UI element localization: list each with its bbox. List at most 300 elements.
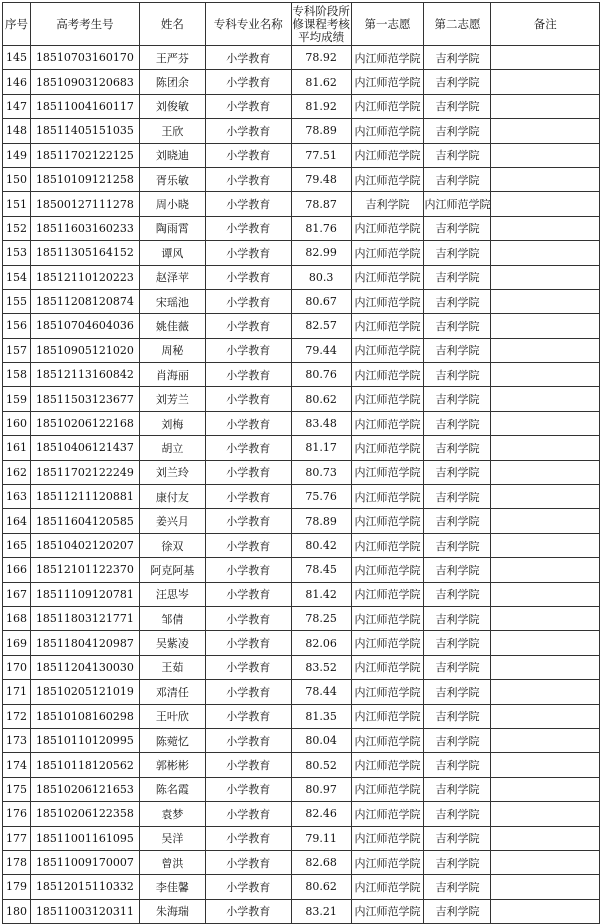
cell-name: 王叶欣: [139, 704, 205, 728]
cell-seq: 175: [3, 777, 31, 801]
cell-choice1: 内江师范学院: [351, 533, 424, 557]
cell-seq: 168: [3, 606, 31, 630]
cell-name: 朱海瑞: [139, 899, 205, 923]
cell-major: 小学教育: [205, 875, 291, 899]
table-row: [3, 753, 600, 777]
cell-exam-no: 18500127111278: [30, 192, 139, 216]
cell-exam-no: 18511503123677: [30, 387, 139, 411]
cell-choice2: 吉利学院: [424, 509, 491, 533]
cell-name: 陈团余: [139, 70, 205, 94]
cell-choice1: 内江师范学院: [351, 582, 424, 606]
cell-exam-no: 18511603160233: [30, 216, 139, 240]
table-row: [3, 436, 600, 460]
cell-exam-no: 18510118120562: [30, 753, 139, 777]
header-score-line-1: 专科阶段所: [292, 3, 350, 18]
cell-major: 小学教育: [205, 704, 291, 728]
cell-exam-no: 18511702122125: [30, 143, 139, 167]
cell-seq: 154: [3, 265, 31, 289]
cell-choice1: 内江师范学院: [351, 850, 424, 874]
cell-score: 78.44: [291, 680, 351, 704]
cell-choice1: 吉利学院: [351, 192, 424, 216]
cell-score: 79.44: [291, 338, 351, 362]
cell-remark: [491, 460, 600, 484]
cell-major: 小学教育: [205, 509, 291, 533]
cell-choice2: 吉利学院: [424, 728, 491, 752]
cell-remark: [491, 753, 600, 777]
table-row: [3, 338, 600, 362]
cell-major: 小学教育: [205, 94, 291, 118]
cell-seq: 156: [3, 314, 31, 338]
header-remark: 备注: [491, 3, 600, 46]
cell-major: 小学教育: [205, 314, 291, 338]
cell-remark: [491, 436, 600, 460]
table-row: [3, 289, 600, 313]
cell-remark: [491, 558, 600, 582]
cell-score: 78.87: [291, 192, 351, 216]
cell-name: 谭风: [139, 241, 205, 265]
table-body: [3, 46, 600, 924]
cell-seq: 162: [3, 460, 31, 484]
cell-choice2: 吉利学院: [424, 753, 491, 777]
cell-score: 78.25: [291, 606, 351, 630]
cell-choice2: 吉利学院: [424, 216, 491, 240]
cell-choice2: 吉利学院: [424, 582, 491, 606]
table-row: [3, 46, 600, 70]
cell-choice2: 吉利学院: [424, 655, 491, 679]
cell-major: 小学教育: [205, 533, 291, 557]
cell-major: 小学教育: [205, 241, 291, 265]
cell-score: 81.62: [291, 70, 351, 94]
cell-exam-no: 18510108160298: [30, 704, 139, 728]
cell-choice2: 吉利学院: [424, 875, 491, 899]
table-row: [3, 241, 600, 265]
cell-score: 80.04: [291, 728, 351, 752]
cell-choice2: 吉利学院: [424, 411, 491, 435]
cell-name: 周秘: [139, 338, 205, 362]
header-major: 专科专业名称: [205, 3, 291, 46]
cell-choice1: 内江师范学院: [351, 289, 424, 313]
cell-exam-no: 18510402120207: [30, 533, 139, 557]
table-row: [3, 265, 600, 289]
table-row: [3, 363, 600, 387]
cell-major: 小学教育: [205, 411, 291, 435]
cell-choice1: 内江师范学院: [351, 265, 424, 289]
cell-name: 王欣: [139, 119, 205, 143]
cell-seq: 152: [3, 216, 31, 240]
cell-seq: 159: [3, 387, 31, 411]
cell-choice2: 吉利学院: [424, 314, 491, 338]
cell-remark: [491, 509, 600, 533]
cell-score: 80.62: [291, 875, 351, 899]
table-row: [3, 192, 600, 216]
cell-remark: [491, 363, 600, 387]
cell-choice1: 内江师范学院: [351, 655, 424, 679]
cell-exam-no: 18510704604036: [30, 314, 139, 338]
cell-seq: 149: [3, 143, 31, 167]
cell-seq: 172: [3, 704, 31, 728]
cell-seq: 157: [3, 338, 31, 362]
table-row: [3, 119, 600, 143]
cell-score: 82.06: [291, 631, 351, 655]
cell-name: 刘俊敏: [139, 94, 205, 118]
cell-major: 小学教育: [205, 655, 291, 679]
cell-major: 小学教育: [205, 899, 291, 923]
cell-score: 82.46: [291, 802, 351, 826]
cell-choice1: 内江师范学院: [351, 826, 424, 850]
cell-choice2: 吉利学院: [424, 899, 491, 923]
cell-remark: [491, 802, 600, 826]
cell-score: 80.62: [291, 387, 351, 411]
cell-choice1: 内江师范学院: [351, 143, 424, 167]
cell-remark: [491, 216, 600, 240]
cell-choice1: 内江师范学院: [351, 899, 424, 923]
cell-score: 78.92: [291, 46, 351, 70]
cell-score: 83.52: [291, 655, 351, 679]
cell-choice2: 吉利学院: [424, 631, 491, 655]
cell-choice1: 内江师范学院: [351, 241, 424, 265]
cell-name: 刘兰玲: [139, 460, 205, 484]
cell-major: 小学教育: [205, 631, 291, 655]
cell-choice1: 内江师范学院: [351, 338, 424, 362]
cell-seq: 155: [3, 289, 31, 313]
cell-seq: 167: [3, 582, 31, 606]
header-score-line-2: 修课程考核: [292, 16, 350, 31]
cell-name: 阿克阿基: [139, 558, 205, 582]
table-row: [3, 826, 600, 850]
cell-choice2: 吉利学院: [424, 70, 491, 94]
cell-seq: 170: [3, 655, 31, 679]
cell-remark: [491, 704, 600, 728]
cell-name: 胡立: [139, 436, 205, 460]
cell-choice1: 内江师范学院: [351, 216, 424, 240]
table-row: [3, 216, 600, 240]
cell-major: 小学教育: [205, 606, 291, 630]
cell-seq: 165: [3, 533, 31, 557]
table-row: [3, 485, 600, 509]
cell-seq: 163: [3, 485, 31, 509]
cell-exam-no: 18511009170007: [30, 850, 139, 874]
cell-choice2: 吉利学院: [424, 826, 491, 850]
cell-score: 80.42: [291, 533, 351, 557]
cell-major: 小学教育: [205, 460, 291, 484]
cell-choice2: 吉利学院: [424, 436, 491, 460]
cell-seq: 145: [3, 46, 31, 70]
table-row: [3, 631, 600, 655]
cell-choice2: 吉利学院: [424, 460, 491, 484]
cell-choice2: 吉利学院: [424, 680, 491, 704]
cell-score: 77.51: [291, 143, 351, 167]
cell-choice1: 内江师范学院: [351, 875, 424, 899]
cell-choice2: 吉利学院: [424, 143, 491, 167]
cell-name: 陶雨霄: [139, 216, 205, 240]
cell-major: 小学教育: [205, 558, 291, 582]
table-row: [3, 558, 600, 582]
table-row: [3, 411, 600, 435]
cell-remark: [491, 119, 600, 143]
cell-name: 郭彬彬: [139, 753, 205, 777]
cell-score: 81.17: [291, 436, 351, 460]
cell-choice2: 吉利学院: [424, 289, 491, 313]
cell-name: 肖海丽: [139, 363, 205, 387]
cell-major: 小学教育: [205, 119, 291, 143]
cell-choice2: 吉利学院: [424, 850, 491, 874]
table-row: [3, 387, 600, 411]
cell-score: 83.21: [291, 899, 351, 923]
cell-remark: [491, 289, 600, 313]
cell-remark: [491, 680, 600, 704]
table-row: [3, 509, 600, 533]
cell-choice2: 吉利学院: [424, 265, 491, 289]
cell-score: 82.57: [291, 314, 351, 338]
cell-choice1: 内江师范学院: [351, 558, 424, 582]
cell-seq: 147: [3, 94, 31, 118]
cell-major: 小学教育: [205, 728, 291, 752]
cell-choice2: 吉利学院: [424, 558, 491, 582]
cell-exam-no: 18510206122168: [30, 411, 139, 435]
cell-remark: [491, 826, 600, 850]
table-row: [3, 777, 600, 801]
cell-choice2: 吉利学院: [424, 777, 491, 801]
cell-exam-no: 18510903120683: [30, 70, 139, 94]
cell-remark: [491, 631, 600, 655]
cell-name: 李佳馨: [139, 875, 205, 899]
cell-exam-no: 18511405151035: [30, 119, 139, 143]
cell-choice2: 吉利学院: [424, 94, 491, 118]
cell-exam-no: 18510110120995: [30, 728, 139, 752]
cell-name: 周小晓: [139, 192, 205, 216]
cell-choice1: 内江师范学院: [351, 411, 424, 435]
cell-exam-no: 18511305164152: [30, 241, 139, 265]
cell-score: 80.76: [291, 363, 351, 387]
table-row: [3, 167, 600, 191]
cell-choice1: 内江师范学院: [351, 119, 424, 143]
cell-choice1: 内江师范学院: [351, 509, 424, 533]
cell-choice2: 吉利学院: [424, 485, 491, 509]
cell-score: 82.99: [291, 241, 351, 265]
cell-major: 小学教育: [205, 826, 291, 850]
cell-exam-no: 18512015110332: [30, 875, 139, 899]
cell-remark: [491, 655, 600, 679]
cell-exam-no: 18510109121258: [30, 167, 139, 191]
cell-exam-no: 18511604120585: [30, 509, 139, 533]
cell-name: 邓清任: [139, 680, 205, 704]
cell-score: 79.48: [291, 167, 351, 191]
cell-major: 小学教育: [205, 485, 291, 509]
cell-choice1: 内江师范学院: [351, 387, 424, 411]
cell-seq: 146: [3, 70, 31, 94]
cell-choice1: 内江师范学院: [351, 363, 424, 387]
cell-choice1: 内江师范学院: [351, 631, 424, 655]
cell-seq: 160: [3, 411, 31, 435]
cell-choice1: 内江师范学院: [351, 167, 424, 191]
cell-choice1: 内江师范学院: [351, 436, 424, 460]
cell-name: 王茹: [139, 655, 205, 679]
cell-seq: 171: [3, 680, 31, 704]
cell-major: 小学教育: [205, 753, 291, 777]
cell-name: 姜兴月: [139, 509, 205, 533]
cell-major: 小学教育: [205, 265, 291, 289]
cell-seq: 177: [3, 826, 31, 850]
cell-name: 宋瑶池: [139, 289, 205, 313]
cell-score: 80.97: [291, 777, 351, 801]
cell-exam-no: 18511208120874: [30, 289, 139, 313]
cell-choice1: 内江师范学院: [351, 46, 424, 70]
cell-remark: [491, 606, 600, 630]
cell-major: 小学教育: [205, 777, 291, 801]
cell-remark: [491, 875, 600, 899]
cell-score: 81.92: [291, 94, 351, 118]
score-table: [2, 2, 600, 924]
table-row: [3, 582, 600, 606]
cell-choice1: 内江师范学院: [351, 777, 424, 801]
cell-major: 小学教育: [205, 802, 291, 826]
cell-remark: [491, 192, 600, 216]
cell-remark: [491, 899, 600, 923]
cell-score: 80.73: [291, 460, 351, 484]
cell-name: 吴紫凌: [139, 631, 205, 655]
cell-score: 79.11: [291, 826, 351, 850]
cell-name: 陈菀忆: [139, 728, 205, 752]
cell-score: 81.42: [291, 582, 351, 606]
cell-choice1: 内江师范学院: [351, 94, 424, 118]
cell-choice2: 吉利学院: [424, 606, 491, 630]
cell-exam-no: 18511804120987: [30, 631, 139, 655]
cell-seq: 176: [3, 802, 31, 826]
cell-seq: 161: [3, 436, 31, 460]
cell-choice1: 内江师范学院: [351, 753, 424, 777]
cell-remark: [491, 94, 600, 118]
table-row: [3, 606, 600, 630]
cell-exam-no: 18511109120781: [30, 582, 139, 606]
cell-name: 刘梅: [139, 411, 205, 435]
cell-major: 小学教育: [205, 70, 291, 94]
cell-exam-no: 18511211120881: [30, 485, 139, 509]
cell-choice1: 内江师范学院: [351, 70, 424, 94]
header-row: [3, 3, 600, 46]
cell-choice1: 内江师范学院: [351, 460, 424, 484]
cell-remark: [491, 533, 600, 557]
cell-score: 75.76: [291, 485, 351, 509]
cell-choice1: 内江师范学院: [351, 485, 424, 509]
cell-seq: 169: [3, 631, 31, 655]
cell-name: 王严芬: [139, 46, 205, 70]
cell-major: 小学教育: [205, 363, 291, 387]
table-row: [3, 875, 600, 899]
cell-name: 徐双: [139, 533, 205, 557]
cell-remark: [491, 850, 600, 874]
cell-major: 小学教育: [205, 338, 291, 362]
cell-seq: 164: [3, 509, 31, 533]
cell-seq: 148: [3, 119, 31, 143]
cell-remark: [491, 314, 600, 338]
cell-seq: 174: [3, 753, 31, 777]
cell-choice1: 内江师范学院: [351, 802, 424, 826]
cell-remark: [491, 387, 600, 411]
cell-seq: 158: [3, 363, 31, 387]
cell-score: 81.35: [291, 704, 351, 728]
cell-choice2: 吉利学院: [424, 363, 491, 387]
cell-name: 康付友: [139, 485, 205, 509]
cell-remark: [491, 728, 600, 752]
cell-remark: [491, 582, 600, 606]
cell-major: 小学教育: [205, 680, 291, 704]
cell-major: 小学教育: [205, 192, 291, 216]
cell-seq: 150: [3, 167, 31, 191]
cell-exam-no: 18510206121653: [30, 777, 139, 801]
cell-score: 78.89: [291, 509, 351, 533]
cell-score: 80.67: [291, 289, 351, 313]
table-header: [3, 3, 600, 46]
cell-score: 78.45: [291, 558, 351, 582]
cell-exam-no: 18510703160170: [30, 46, 139, 70]
table-row: [3, 850, 600, 874]
cell-score: 83.48: [291, 411, 351, 435]
table-row: [3, 899, 600, 923]
cell-choice2: 内江师范学院: [424, 192, 491, 216]
cell-exam-no: 18511001161095: [30, 826, 139, 850]
table-row: [3, 802, 600, 826]
cell-choice2: 吉利学院: [424, 387, 491, 411]
cell-seq: 179: [3, 875, 31, 899]
cell-exam-no: 18511003120311: [30, 899, 139, 923]
cell-choice2: 吉利学院: [424, 119, 491, 143]
cell-name: 赵泽苹: [139, 265, 205, 289]
cell-name: 吴洋: [139, 826, 205, 850]
cell-choice1: 内江师范学院: [351, 314, 424, 338]
cell-choice1: 内江师范学院: [351, 704, 424, 728]
cell-remark: [491, 338, 600, 362]
cell-major: 小学教育: [205, 143, 291, 167]
header-score-line-3: 平均成绩: [298, 29, 345, 44]
cell-exam-no: 18510205121019: [30, 680, 139, 704]
cell-seq: 178: [3, 850, 31, 874]
cell-score: 81.76: [291, 216, 351, 240]
cell-seq: 151: [3, 192, 31, 216]
cell-score: 82.68: [291, 850, 351, 874]
table-row: [3, 533, 600, 557]
cell-major: 小学教育: [205, 167, 291, 191]
cell-score: 80.3: [291, 265, 351, 289]
cell-name: 陈名霞: [139, 777, 205, 801]
cell-major: 小学教育: [205, 216, 291, 240]
table-row: [3, 704, 600, 728]
cell-remark: [491, 143, 600, 167]
header-name: 姓名: [139, 3, 205, 46]
cell-remark: [491, 241, 600, 265]
table-row: [3, 143, 600, 167]
cell-name: 刘芳兰: [139, 387, 205, 411]
cell-choice2: 吉利学院: [424, 802, 491, 826]
table-row: [3, 314, 600, 338]
cell-name: 袁梦: [139, 802, 205, 826]
cell-major: 小学教育: [205, 582, 291, 606]
header-choice1: 第一志愿: [351, 3, 424, 46]
header-exam-no: 高考考生号: [30, 3, 139, 46]
cell-choice2: 吉利学院: [424, 46, 491, 70]
cell-choice2: 吉利学院: [424, 704, 491, 728]
cell-remark: [491, 70, 600, 94]
cell-major: 小学教育: [205, 387, 291, 411]
header-score: [291, 3, 351, 46]
cell-name: 胥乐敏: [139, 167, 205, 191]
cell-exam-no: 18510206122358: [30, 802, 139, 826]
cell-remark: [491, 265, 600, 289]
cell-major: 小学教育: [205, 850, 291, 874]
cell-name: 姚佳薇: [139, 314, 205, 338]
cell-remark: [491, 46, 600, 70]
cell-remark: [491, 485, 600, 509]
cell-name: 汪思岑: [139, 582, 205, 606]
